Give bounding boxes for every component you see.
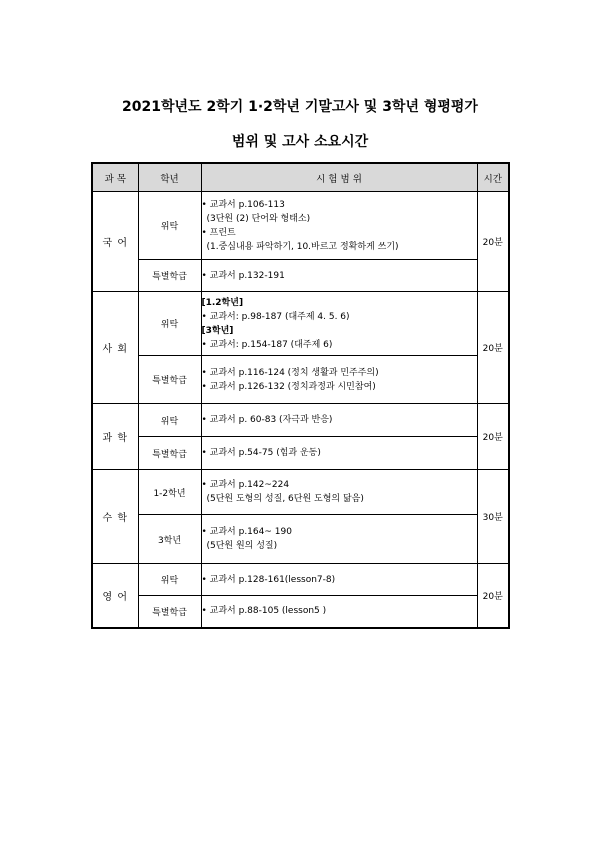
subject-english: 영 어 bbox=[92, 564, 138, 628]
subject-science: 과 학 bbox=[92, 404, 138, 470]
range-line: • 교과서 p.126-132 (정치과정과 시민참여) bbox=[201, 381, 376, 392]
range-cell bbox=[201, 260, 477, 292]
grade-cell: 특별학급 bbox=[138, 356, 201, 404]
document-subtitle: 범위 및 고사 소요시간 bbox=[231, 134, 369, 150]
time-cell: 20분 bbox=[477, 192, 509, 292]
time-cell: 20분 bbox=[477, 564, 509, 628]
table-row bbox=[92, 292, 509, 356]
exam-range-table bbox=[91, 162, 510, 629]
range-cell bbox=[201, 192, 477, 260]
grade-cell: 위탁 bbox=[138, 564, 201, 596]
table-row bbox=[92, 192, 509, 260]
table-row bbox=[92, 356, 509, 404]
grade-cell: 위탁 bbox=[138, 292, 201, 356]
table-row bbox=[92, 596, 509, 628]
range-line: (1.중심내용 파악하기, 10.바르고 정확하게 쓰기) bbox=[206, 241, 399, 252]
header-grade: 학년 bbox=[138, 163, 201, 192]
range-line: • 교과서 p.128-161(lesson7-8) bbox=[201, 574, 336, 585]
range-line: • 교과서: p.98-187 (대주제 4. 5. 6) bbox=[201, 311, 350, 322]
table-row bbox=[92, 404, 509, 437]
range-cell bbox=[201, 292, 477, 356]
range-line: [3학년] bbox=[201, 325, 234, 336]
document-title: 2021학년도 2학기 1·2학년 기말고사 및 3학년 형평평가 bbox=[122, 99, 478, 115]
range-line: • 교과서 p. 60-83 (자극과 반응) bbox=[201, 415, 333, 425]
grade-cell: 1-2학년 bbox=[138, 470, 201, 515]
grade-cell: 위탁 bbox=[138, 192, 201, 260]
range-line: • 교과서 p.142~224 bbox=[201, 480, 290, 490]
grade-cell: 특별학급 bbox=[138, 596, 201, 628]
range-line: [1.2학년] bbox=[201, 297, 244, 308]
table-row bbox=[92, 564, 509, 596]
range-cell bbox=[201, 404, 477, 437]
grade-cell: 특별학급 bbox=[138, 260, 201, 292]
header-time: 시간 bbox=[477, 163, 509, 192]
range-cell bbox=[201, 596, 477, 628]
range-line: (5단원 도형의 성질, 6단원 도형의 닮음) bbox=[206, 494, 364, 504]
subject-math: 수 학 bbox=[92, 470, 138, 564]
table-row bbox=[92, 437, 509, 470]
range-line: • 교과서 p.116-124 (정치 생활과 민주주의) bbox=[201, 367, 379, 378]
header-subject: 과 목 bbox=[92, 163, 138, 192]
header-range: 시 험 범 위 bbox=[201, 163, 477, 192]
range-line: • 교과서 p.88-105 (lesson5 ) bbox=[201, 606, 327, 617]
table-row bbox=[92, 515, 509, 564]
table-row bbox=[92, 470, 509, 515]
table-header-row bbox=[92, 163, 509, 192]
grade-cell: 특별학급 bbox=[138, 437, 201, 470]
range-cell bbox=[201, 564, 477, 596]
time-cell: 20분 bbox=[477, 292, 509, 404]
subject-korean: 국 어 bbox=[92, 192, 138, 292]
range-line: • 교과서: p.154-187 (대주제 6) bbox=[201, 339, 333, 350]
time-cell: 30분 bbox=[477, 470, 509, 564]
subject-social: 사 회 bbox=[92, 292, 138, 404]
time-cell: 20분 bbox=[477, 404, 509, 470]
range-cell bbox=[201, 356, 477, 404]
range-line: • 교과서 p.106-113 bbox=[201, 199, 285, 210]
range-cell bbox=[201, 515, 477, 564]
range-cell bbox=[201, 437, 477, 470]
range-line: • 프린트 bbox=[201, 227, 236, 238]
range-line: • 교과서 p.54-75 (힘과 운동) bbox=[201, 448, 321, 458]
table-row bbox=[92, 260, 509, 292]
grade-cell: 3학년 bbox=[138, 515, 201, 564]
range-line: • 교과서 p.164~ 190 bbox=[201, 527, 292, 537]
range-cell bbox=[201, 470, 477, 515]
range-line: (3단원 (2) 단어와 형태소) bbox=[206, 213, 311, 224]
range-line: (5단원 원의 성질) bbox=[206, 541, 278, 551]
range-line: • 교과서 p.132-191 bbox=[201, 270, 285, 281]
grade-cell: 위탁 bbox=[138, 404, 201, 437]
